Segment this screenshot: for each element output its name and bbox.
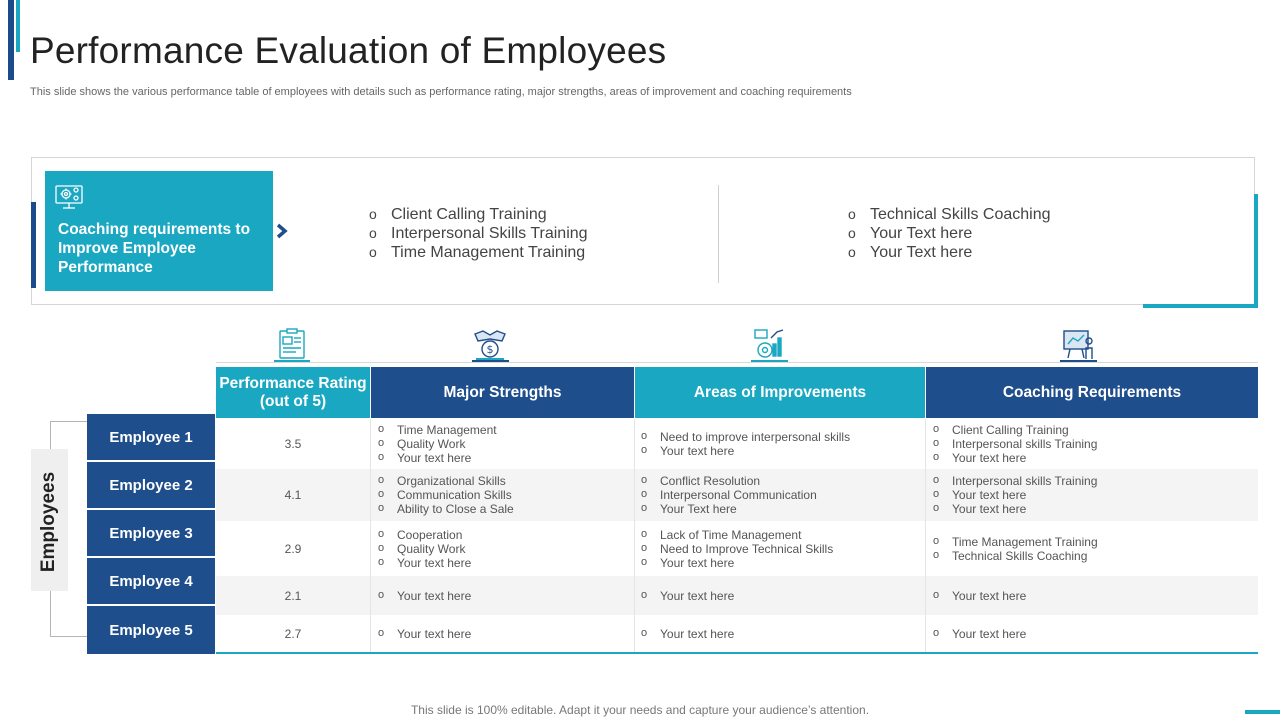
coaching-panel-bottom-accent (1143, 304, 1258, 308)
strengths-list (378, 528, 471, 570)
header-improvements: Areas of Improvements (635, 367, 925, 418)
title-accent-bar-teal (16, 0, 20, 52)
strengths-list (378, 423, 497, 465)
list-item: o Your Text here (848, 243, 1208, 262)
list-item: o Conflict Resolution (641, 474, 817, 488)
list-item: o Technical Skills Coaching (933, 549, 1098, 563)
handshake-dollar-icon (472, 326, 508, 362)
rating-cell: 3.5 (284, 437, 302, 451)
list-item: o Interpersonal skills Training (933, 474, 1097, 488)
employee-label: Employee 3 (87, 510, 215, 558)
improvements-list (641, 528, 833, 570)
coaching-list (933, 627, 1026, 641)
svg-text:$: $ (486, 343, 494, 356)
strengths-list (378, 627, 471, 641)
rating-cell: 2.7 (284, 626, 302, 641)
monitor-gear-icon (53, 181, 85, 213)
column-separator (370, 615, 371, 652)
header-coaching: Coaching Requirements (926, 367, 1258, 418)
list-item: o Technical Skills Coaching (848, 205, 1208, 224)
list-item: o Your Text here (641, 502, 817, 516)
list-item: o Communication Skills (378, 488, 514, 502)
rating-cell: 2.1 (284, 588, 302, 603)
column-separator (925, 469, 926, 521)
rating-cell: 4.1 (284, 488, 302, 502)
improvements-cell (641, 521, 926, 576)
coaching-panel-accent (31, 202, 36, 288)
list-item: o Your text here (933, 451, 1097, 465)
coaching-list (933, 423, 1097, 465)
column-separator (370, 576, 371, 615)
growth-gear-icon (751, 326, 787, 362)
list-item: o Your text here (933, 627, 1026, 641)
page-subtitle: This slide shows the various performance table of employees with details such as performance rating, major strengths, areas of improvement and coaching requirements (30, 86, 852, 98)
column-separator (925, 576, 926, 615)
header-strengths: Major Strengths (371, 367, 634, 418)
coaching-cell (933, 615, 1253, 652)
strengths-cell (378, 469, 633, 521)
employee-label: Employee 4 (87, 558, 215, 606)
improvements-list (641, 474, 817, 516)
table-bottom-rule (216, 652, 1258, 654)
list-item: o Need to Improve Technical Skills (641, 542, 833, 556)
list-item: o Quality Work (378, 437, 497, 451)
column-separator (634, 419, 635, 469)
presentation-board-icon (1060, 326, 1096, 362)
strengths-list (378, 589, 471, 603)
list-item: o Time Management (378, 423, 497, 437)
coaching-list (933, 535, 1098, 563)
employees-label: Employees (38, 471, 59, 573)
table-row (216, 615, 1258, 652)
list-item: o Your text here (933, 502, 1097, 516)
list-item: o Cooperation (378, 528, 471, 542)
table-row (216, 521, 1258, 576)
improvements-cell (641, 576, 926, 615)
coaching-list-left (369, 205, 689, 262)
footer-accent (1245, 710, 1280, 714)
coaching-card (45, 171, 273, 291)
column-separator (634, 615, 635, 652)
list-item: o Interpersonal skills Training (933, 437, 1097, 451)
list-item: o Your Text here (848, 224, 1208, 243)
list-item: o Your text here (641, 444, 850, 458)
list-item: o Interpersonal Skills Training (369, 224, 689, 243)
list-item: o Your text here (933, 488, 1097, 502)
list-item: o Your text here (378, 589, 471, 603)
coaching-list-right (848, 205, 1208, 262)
column-separator (634, 576, 635, 615)
column-separator (370, 469, 371, 521)
strengths-list (378, 474, 514, 516)
column-separator (634, 469, 635, 521)
list-item: o Client Calling Training (933, 423, 1097, 437)
coaching-list (933, 474, 1097, 516)
coaching-divider (718, 185, 719, 283)
improvements-cell (641, 469, 926, 521)
coaching-panel-right-accent (1254, 194, 1258, 308)
improvements-list (641, 627, 734, 641)
column-separator (925, 521, 926, 576)
strengths-cell (378, 615, 633, 652)
header-rule (216, 362, 1258, 363)
list-item: o Your text here (641, 556, 833, 570)
coaching-cell (933, 521, 1253, 576)
list-item: o Interpersonal Communication (641, 488, 817, 502)
column-separator (370, 419, 371, 469)
strengths-cell (378, 521, 633, 576)
list-item: o Your text here (641, 627, 734, 641)
chevron-right-icon (274, 222, 290, 240)
header-rating: Performance Rating (out of 5) (216, 367, 370, 418)
table-row (216, 469, 1258, 521)
coaching-cell (933, 469, 1253, 521)
list-item: o Your text here (378, 556, 471, 570)
list-item: o Ability to Close a Sale (378, 502, 514, 516)
page-title: Performance Evaluation of Employees (30, 30, 667, 71)
rating-cell: 2.9 (284, 541, 302, 556)
column-separator (925, 419, 926, 469)
list-item: o Your text here (641, 589, 734, 603)
list-item: o Client Calling Training (369, 205, 689, 224)
column-separator (634, 521, 635, 576)
strengths-cell (378, 419, 633, 469)
footer-note: This slide is 100% editable. Adapt it your needs and capture your audience’s attention. (410, 703, 870, 717)
improvements-list (641, 589, 734, 603)
coaching-cell (933, 576, 1253, 615)
improvements-cell (641, 615, 926, 652)
list-item: o Your text here (378, 451, 497, 465)
strengths-cell (378, 576, 633, 615)
employee-label: Employee 2 (87, 462, 215, 510)
clipboard-chart-icon (274, 326, 310, 362)
column-separator (925, 615, 926, 652)
title-accent-bar (8, 0, 14, 80)
coaching-cell (933, 419, 1253, 469)
employee-label: Employee 5 (87, 606, 215, 654)
employee-label: Employee 1 (87, 414, 215, 462)
list-item: o Need to improve interpersonal skills (641, 430, 850, 444)
coaching-list (933, 589, 1026, 603)
list-item: o Your text here (378, 627, 471, 641)
list-item: o Quality Work (378, 542, 471, 556)
list-item: o Lack of Time Management (641, 528, 833, 542)
list-item: o Organizational Skills (378, 474, 514, 488)
improvements-cell (641, 419, 926, 469)
coaching-card-label: Coaching requirements to Improve Employee Performance (58, 221, 251, 276)
table-row (216, 576, 1258, 615)
column-separator (370, 521, 371, 576)
list-item: o Time Management Training (933, 535, 1098, 549)
list-item: o Time Management Training (369, 243, 689, 262)
list-item: o Your text here (933, 589, 1026, 603)
improvements-list (641, 430, 850, 458)
table-row (216, 419, 1258, 469)
